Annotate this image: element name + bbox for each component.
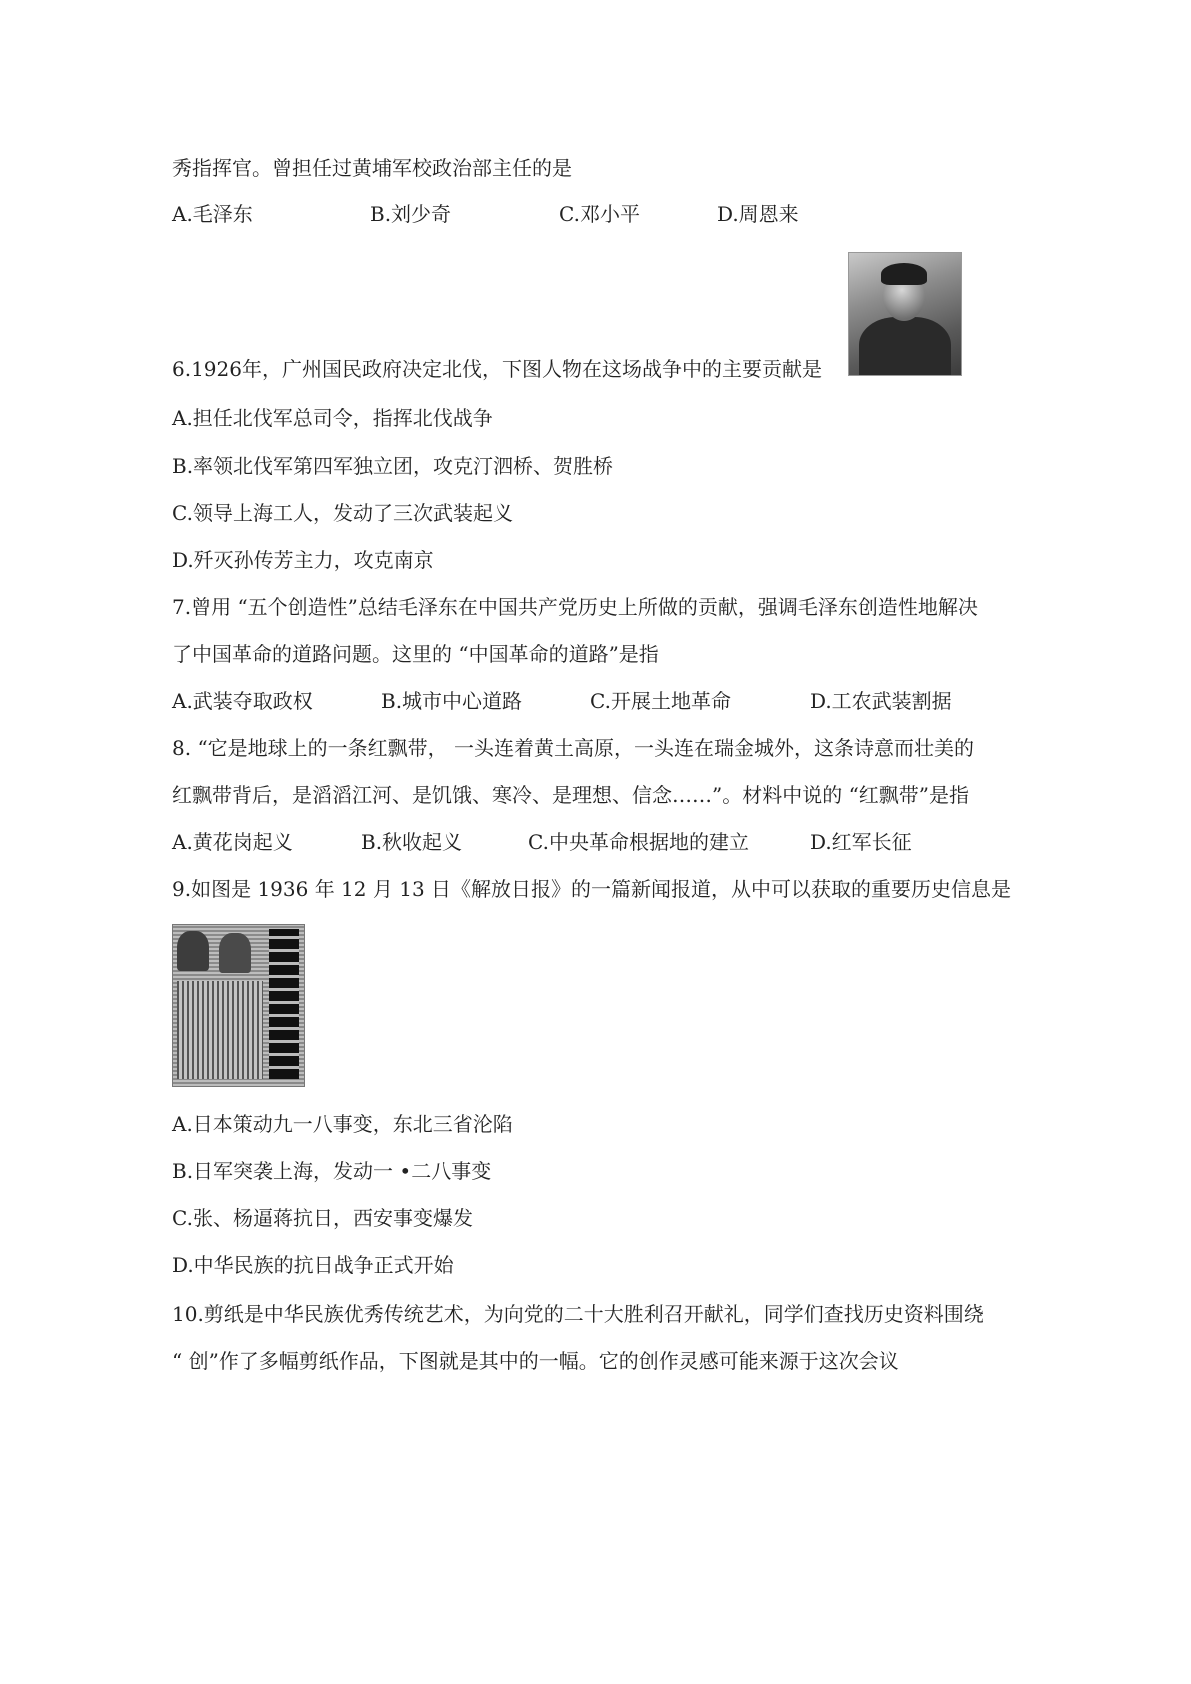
q9-option-c[interactable]: C.张、杨逼蒋抗日，西安事变爆发 xyxy=(172,1206,473,1230)
q5-option-b[interactable]: B.刘少奇 xyxy=(370,202,452,226)
q6-stem: 6.1926年，广州国民政府决定北伐，下图人物在这场战争中的主要贡献是 xyxy=(172,357,822,381)
q8-option-d[interactable]: D.红军长征 xyxy=(810,830,912,854)
q5-option-c[interactable]: C.邓小平 xyxy=(559,202,640,226)
q5-option-d[interactable]: D.周恩来 xyxy=(717,202,799,226)
q6-option-d[interactable]: D.歼灭孙传芳主力，攻克南京 xyxy=(172,548,434,572)
q7-stem-line1: 7.曾用 “五个创造性”总结毛泽东在中国共产党历史上所做的贡献，强调毛泽东创造性地解决 xyxy=(172,595,978,619)
q5-option-a[interactable]: A.毛泽东 xyxy=(172,202,253,226)
q8-option-b[interactable]: B.秋收起义 xyxy=(361,830,463,854)
q8-stem-line1: 8. “它是地球上的一条红飘带， 一头连着黄土高原，一头连在瑞金城外，这条诗意而壮美的 xyxy=(172,736,975,760)
q10-stem-line1: 10.剪纸是中华民族优秀传统艺术，为向党的二十大胜利召开献礼，同学们查找历史资料围绕 xyxy=(172,1302,984,1326)
q7-option-b[interactable]: B.城市中心道路 xyxy=(381,689,523,713)
q7-option-c[interactable]: C.开展土地革命 xyxy=(590,689,731,713)
q7-stem-line2: 了中国革命的道路问题。这里的 “中国革命的道路”是指 xyxy=(172,642,659,666)
q8-stem-line2: 红飘带背后，是滔滔江河、是饥饿、寒冷、是理想、信念……”。材料中说的 “红飘带”是指 xyxy=(172,783,970,807)
q9-option-d[interactable]: D.中华民族的抗日战争正式开始 xyxy=(172,1253,454,1277)
q9-newspaper-clipping xyxy=(172,924,305,1087)
q9-option-b[interactable]: B.日军突袭上海，发动一 •二八事变 xyxy=(172,1159,492,1183)
q9-option-a[interactable]: A.日本策动九一八事变，东北三省沦陷 xyxy=(172,1112,513,1136)
q6-option-b[interactable]: B.率领北伐军第四军独立团，攻克汀泗桥、贺胜桥 xyxy=(172,454,614,478)
q10-stem-line2: “ 创”作了多幅剪纸作品，下图就是其中的一幅。它的创作灵感可能来源于这次会议 xyxy=(172,1349,899,1373)
q8-option-c[interactable]: C.中央革命根据地的建立 xyxy=(528,830,749,854)
q8-option-a[interactable]: A.黄花岗起义 xyxy=(172,830,293,854)
q6-option-a[interactable]: A.担任北伐军总司令，指挥北伐战争 xyxy=(172,406,493,430)
q7-option-d[interactable]: D.工农武装割据 xyxy=(810,689,952,713)
q5-tail: 秀指挥官。曾担任过黄埔军校政治部主任的是 xyxy=(172,156,572,180)
q6-option-c[interactable]: C.领导上海工人，发动了三次武装起义 xyxy=(172,501,513,525)
q6-portrait-photo xyxy=(848,252,962,376)
q9-stem: 9.如图是 1936 年 12 月 13 日《解放日报》的一篇新闻报道，从中可以获取的重要历史信息是 xyxy=(172,877,1012,901)
q7-option-a[interactable]: A.武装夺取政权 xyxy=(172,689,313,713)
